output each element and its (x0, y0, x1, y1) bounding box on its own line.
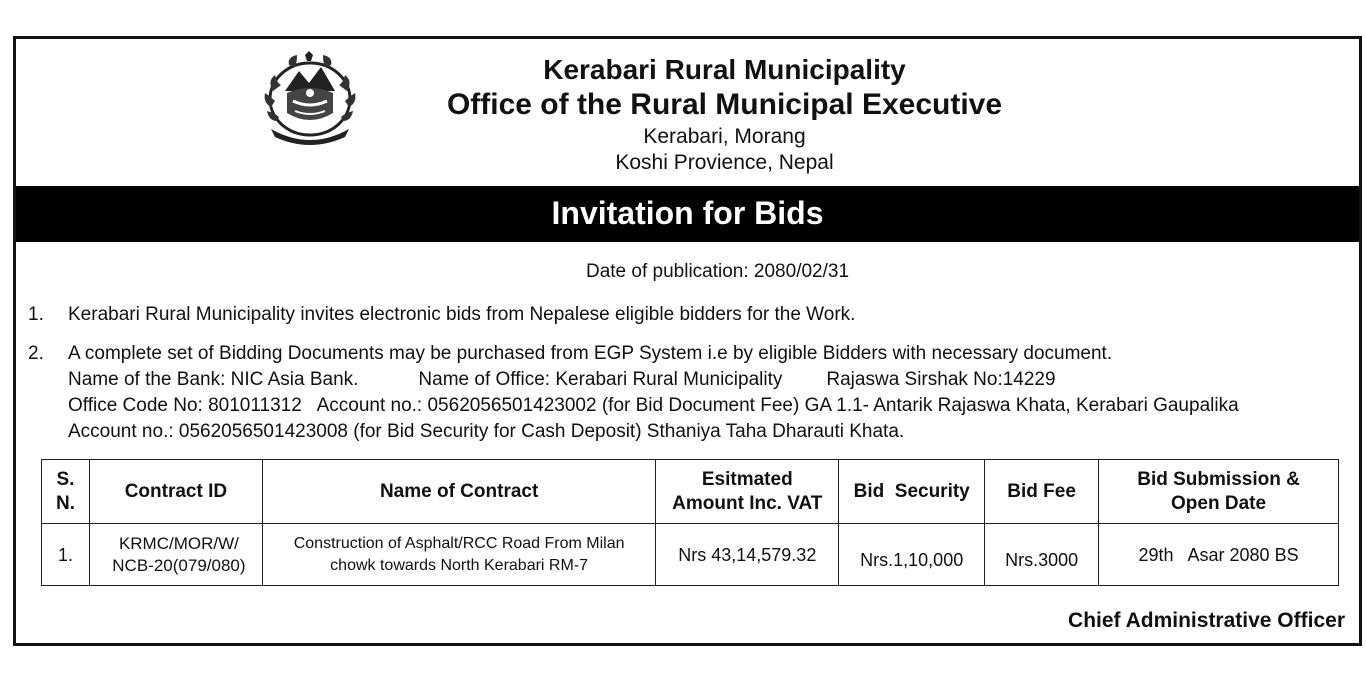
office-titles (16, 53, 1359, 176)
bank-details-line (68, 367, 1239, 393)
signatory-title: Chief Administrative Officer (1068, 609, 1345, 632)
notice-header (16, 39, 1359, 186)
column-header-amount: Esitmated Amount Inc. VAT (656, 460, 839, 524)
column-header-contract-id: Contract ID (89, 460, 262, 524)
list-item-number: 1. (28, 304, 44, 325)
security-account-line: Account no.: 0562056501423008 (for Bid Security for Cash Deposit) Sthaniya Taha Dharauti Khata. (68, 421, 905, 442)
cell-fee: Nrs.3000 (985, 524, 1099, 586)
office-province: Koshi Provience, Nepal (615, 151, 834, 174)
cell-security: Nrs.1,10,000 (839, 524, 985, 586)
rajaswa-sirshak: Rajaswa Sirshak No:14229 (826, 369, 1056, 390)
column-header-date: Bid Submission & Open Date (1099, 460, 1339, 524)
cell-contract-id: KRMC/MOR/W/ NCB-20(079/080) (89, 524, 262, 586)
list-item-number: 2. (28, 343, 44, 364)
table-row (42, 524, 1339, 586)
notice-frame (13, 36, 1362, 646)
list-item-text: Kerabari Rural Municipality invites electronic bids from Nepalese eligible bidders for the Work. (68, 304, 856, 325)
column-header-name: Name of Contract (262, 460, 655, 524)
office-location: Kerabari, Morang (643, 125, 806, 148)
bank-name: Name of the Bank: NIC Asia Bank. (68, 369, 359, 390)
table-header-row (42, 460, 1339, 524)
cell-sn: 1. (42, 524, 90, 586)
column-header-security: Bid Security (839, 460, 985, 524)
cell-amount: Nrs 43,14,579.32 (656, 524, 839, 586)
publication-date: Date of publication: 2080/02/31 (585, 261, 850, 282)
office-name-detail: Name of Office: Kerabari Rural Municipality (418, 369, 783, 390)
bidding-documents-text: A complete set of Bidding Documents may be purchased from EGP System i.e by eligible Bidders with necessary document. (68, 343, 1113, 364)
cell-date: 29th Asar 2080 BS (1099, 524, 1339, 586)
notice-title-banner: Invitation for Bids (16, 186, 1359, 242)
column-header-fee: Bid Fee (985, 460, 1099, 524)
office-name: Office of the Rural Municipal Executive (446, 88, 1003, 121)
column-header-sn: S. N. (42, 460, 90, 524)
bids-table (41, 459, 1339, 586)
municipality-name: Kerabari Rural Municipality (543, 54, 906, 85)
cell-contract-name: Construction of Asphalt/RCC Road From Milan chowk towards North Kerabari RM-7 (262, 524, 655, 586)
office-code-line: Office Code No: 801011312 Account no.: 0562056501423002 (for Bid Document Fee) GA 1.1- Antarik Rajaswa Khata, Kerabari Gaupalika (68, 395, 1239, 416)
